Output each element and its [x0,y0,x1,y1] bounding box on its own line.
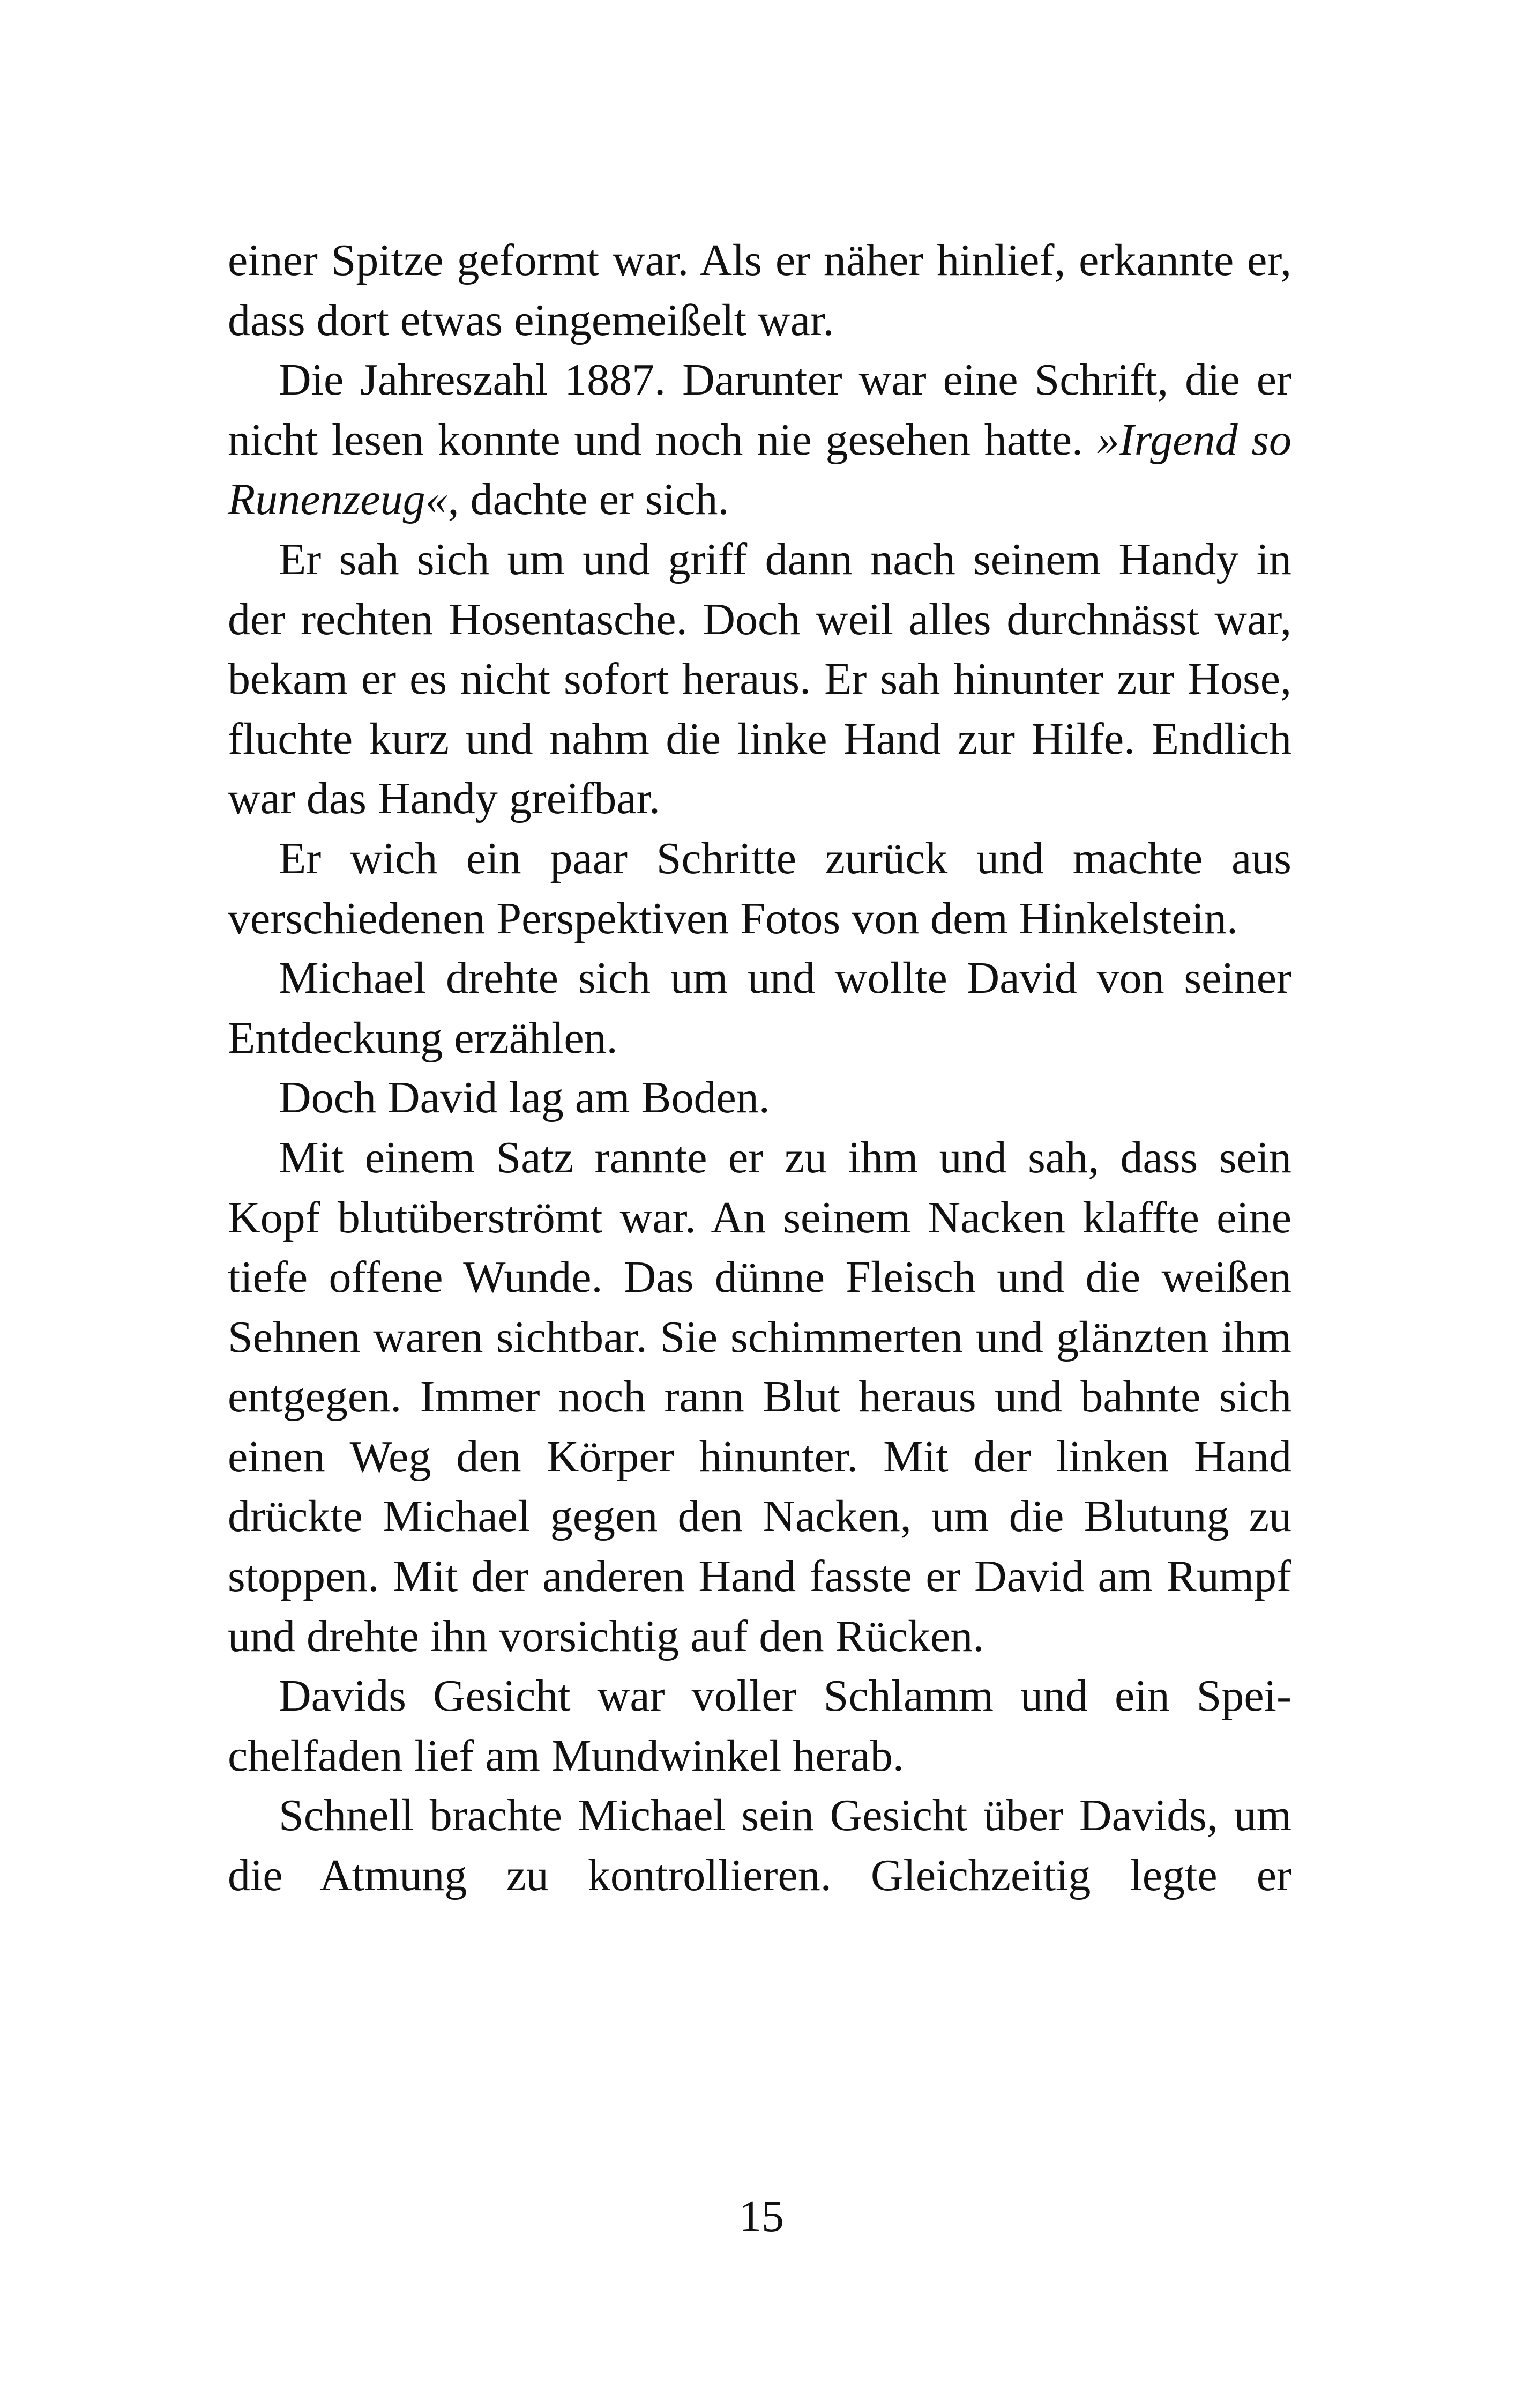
italic-quote: »Irgend so Runenzeug« [228,414,1291,525]
text-run: , dachte er sich. [447,474,729,525]
text-run: Er wich ein paar Schritte zurück und machte aus verschiedenen Perspektiven Fotos von dem Hinkelstein. [228,833,1291,943]
paragraph [228,1068,1291,1128]
body-text [228,231,1291,1906]
text-run: Schnell brachte Michael sein Gesicht über Davids, um die Atmung zu kontrollieren. Gleichzeitig legte er [228,1790,1291,1901]
text-run: Mit einem Satz rannte er zu ihm und sah, dass sein Kopf blutüberströmt war. An seinem Nacken klaffte eine tiefe offene Wunde. Das dünne Fleisch und die weißen Sehnen waren sichtbar. Sie schimmerten und glänzten ihm entgegen. Immer noch rann Blut heraus und bahnte sich einen Weg den Körper hinunter. Mit der linken Hand drückte Michael gegen den Nacken, um die Blutung zu stoppen. Mit der anderen Hand fasste er David am Rumpf und drehte ihn vorsichtig auf den Rücken. [228,1132,1291,1661]
paragraph [228,948,1291,1068]
page-number: 15 [739,2191,784,2241]
text-run: einer Spitze geformt war. Als er näher hinlief, erkannte er, dass dort etwas eingemeißelt war. [228,235,1291,345]
text-run: Er sah sich um und griff dann nach seinem Handy in der rechten Hosentasche. Doch weil alles durchnässt war, bekam er es nicht sofort heraus. Er sah hinunter zur Hose, fluchte kurz und nahm die linke Hand zur Hilfe. Endlich war das Handy greifbar. [228,534,1291,824]
text-run: Davids Gesicht war voller Schlamm und ein Speichelfaden lief am Mundwinkel herab. [228,1671,1291,1781]
paragraph [228,829,1291,948]
paragraph [228,530,1291,829]
text-run: Die Jahreszahl 1887. Darunter war eine Schrift, die er nicht lesen konnte und noch nie gesehen hatte. [228,355,1291,465]
paragraph [228,1666,1291,1786]
paragraph [228,231,1291,350]
text-run: Doch David lag am Boden. [279,1073,770,1123]
text-run: Michael drehte sich um und wollte David von seiner Entdeckung erzählen. [228,953,1291,1063]
paragraph [228,350,1291,530]
paragraph [228,1128,1291,1666]
paragraph [228,1786,1291,1905]
